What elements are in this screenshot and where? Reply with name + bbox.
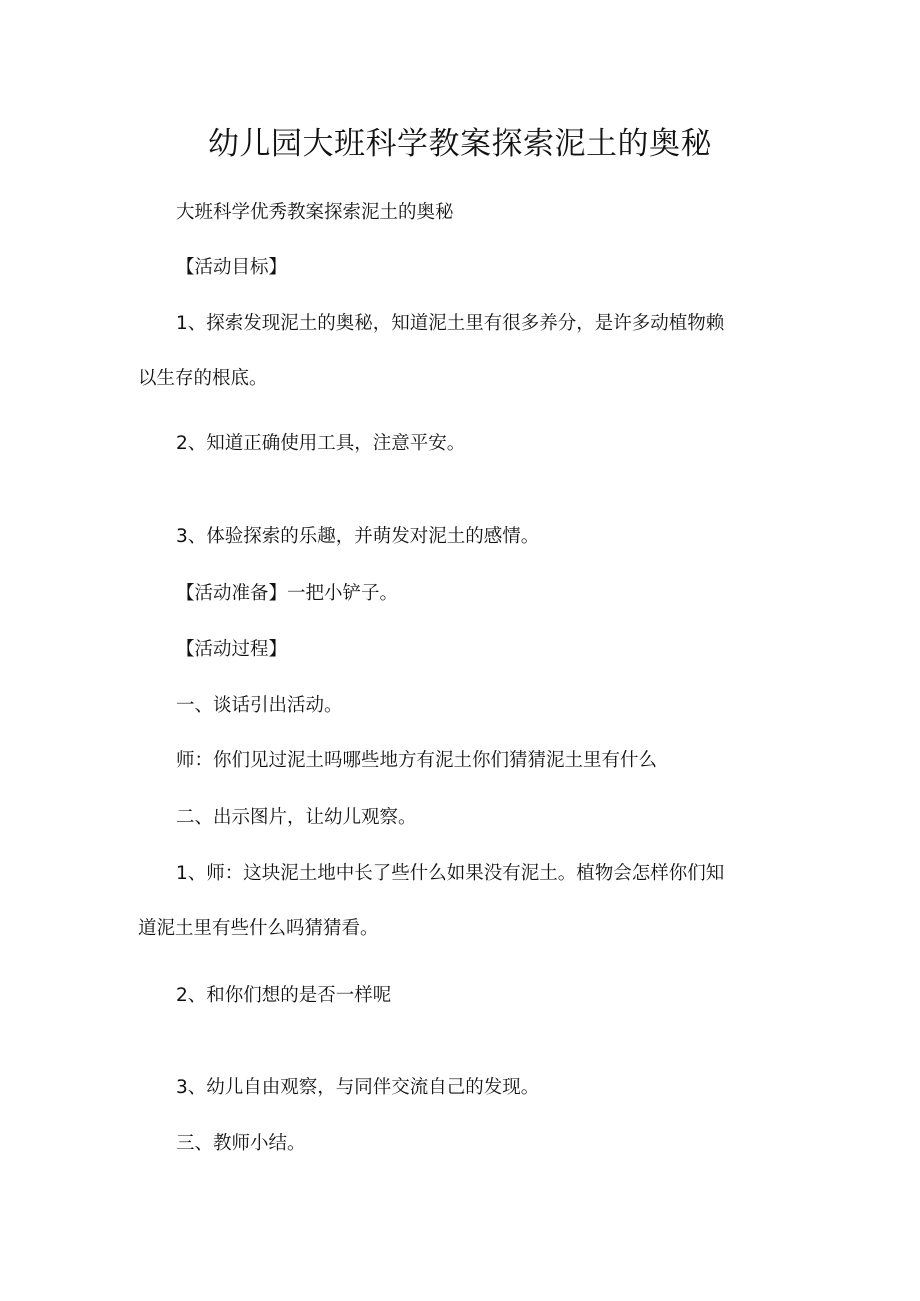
document-title: 幼儿园大班科学教案探索泥土的奥秘 [208, 126, 712, 162]
section-heading-process: 【活动过程】 [176, 639, 288, 660]
process-step-3: 三、教师小结。 [176, 1133, 306, 1154]
teacher-question-line: 师：你们见过泥土吗哪些地方有泥土你们猜猜泥土里有什么 [176, 750, 658, 771]
step-2-item-2: 2、和你们想的是否一样呢 [176, 985, 392, 1006]
section-heading-goals: 【活动目标】 [176, 257, 288, 278]
section-heading-preparation: 【活动准备】一把小铲子。 [176, 583, 399, 604]
step-2-item-1: 1、师：这块泥土地中长了些什么如果没有泥土。植物会怎样你们知 [176, 863, 725, 884]
goal-item-3: 3、体验探索的乐趣，并萌发对泥土的感情。 [176, 526, 540, 547]
goal-item-1: 1、探索发现泥土的奥秘，知道泥土里有很多养分，是许多动植物赖 [176, 313, 725, 334]
process-step-2: 二、出示图片，让幼儿观察。 [176, 807, 417, 828]
step-2-item-1-continued: 道泥土里有些什么吗猜猜看。 [138, 918, 379, 939]
subtitle-line: 大班科学优秀教案探索泥土的奥秘 [176, 202, 454, 223]
process-step-1: 一、谈话引出活动。 [176, 695, 343, 716]
step-2-item-3: 3、幼儿自由观察，与同伴交流自己的发现。 [176, 1077, 540, 1098]
goal-item-2: 2、知道正确使用工具，注意平安。 [176, 433, 466, 454]
goal-item-1-continued: 以生存的根底。 [138, 368, 268, 389]
